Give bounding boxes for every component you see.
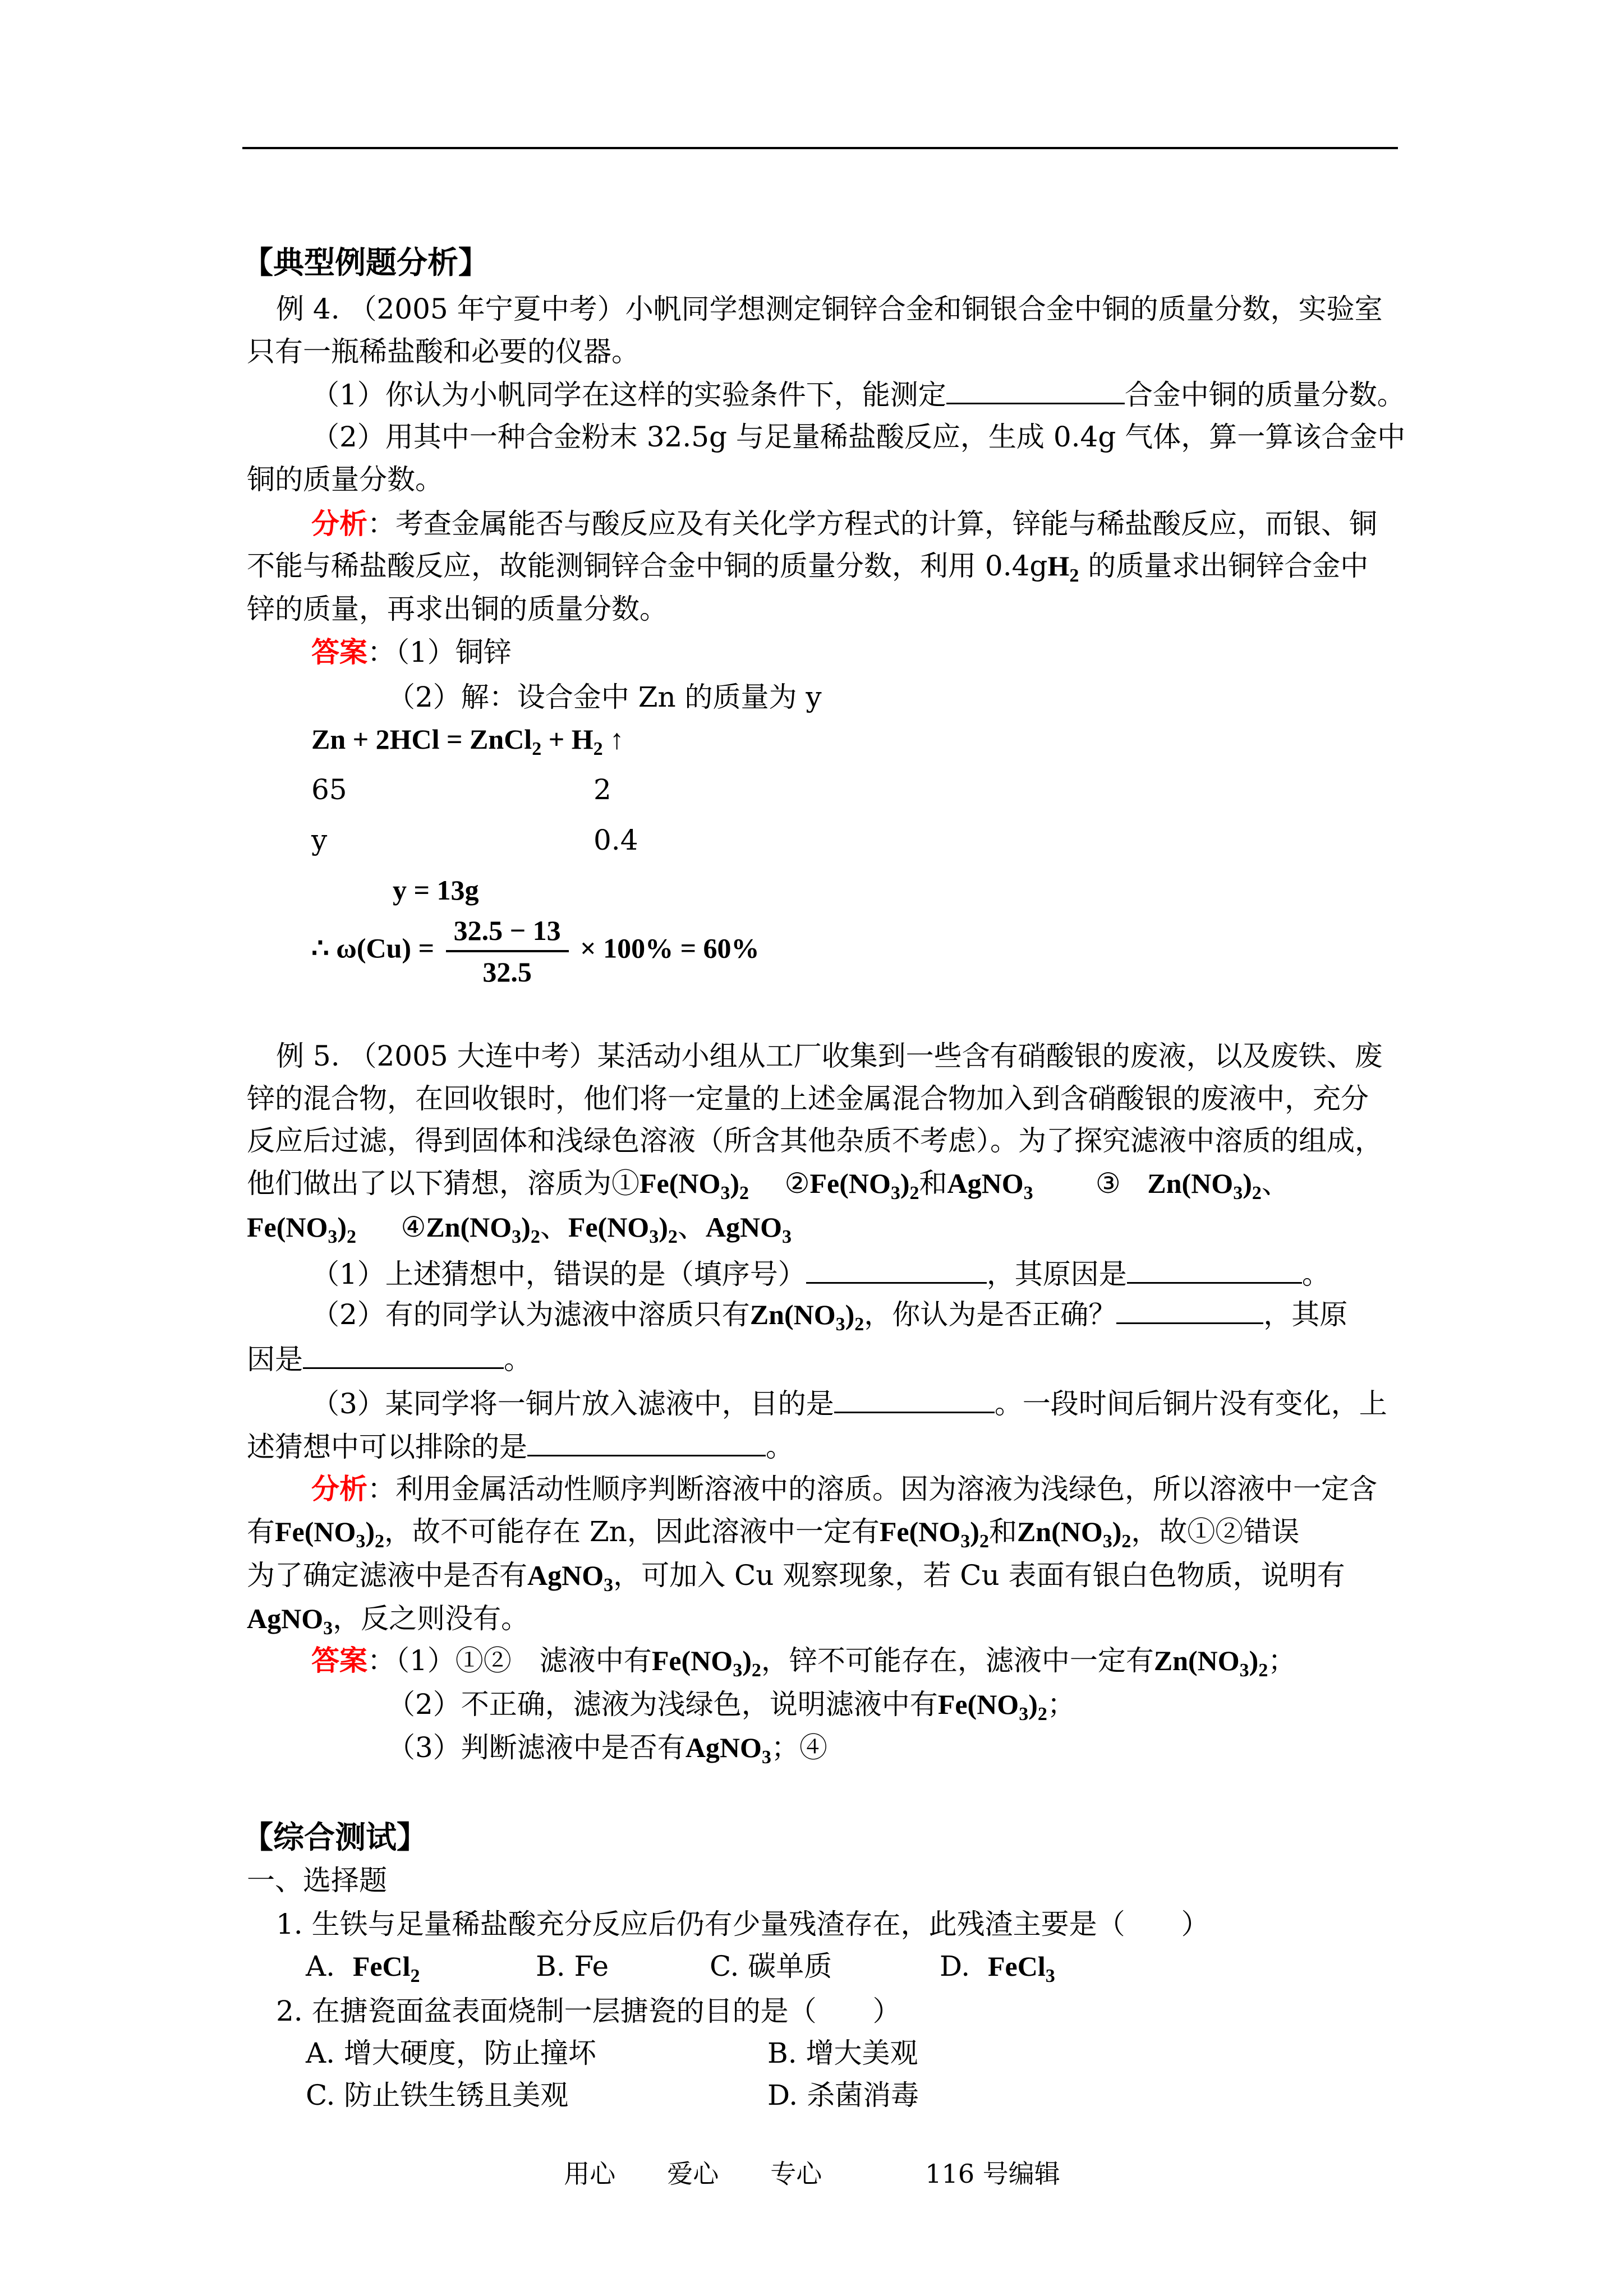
ex4-analysis-text-2d: 的质量求出铜锌合金中 — [1079, 550, 1369, 582]
ex5-analysis-text-1: ：利用金属活动性顺序判断溶液中的溶质。因为溶液为浅绿色，所以溶液中一定含 — [367, 1473, 1377, 1505]
ex5-line-1: 例 5. （2005 大连中考）某活动小组从工厂收集到一些含有硝酸银的废液，以及废铁、废 — [276, 1040, 1383, 1072]
and-text: 和 — [919, 1167, 947, 1200]
q2-option-a[interactable]: A. 增大硬度，防止撞坏 — [306, 2037, 596, 2069]
fe-nitrate-formula: $Fe(NO_3)_2$ — [937, 1689, 1047, 1725]
agno3-formula: AgNO$_3$ — [947, 1168, 1033, 1204]
ratio-row-2-left: y — [311, 824, 328, 856]
fe-nitrate-formula: $Fe(NO_3)_2$ — [651, 1645, 761, 1681]
fecl2-formula: FeCl$_2$ — [352, 1951, 420, 1986]
guess-4-zn-formula: $Zn(NO_3)_2$ — [426, 1211, 540, 1247]
q2-option-b[interactable]: B. 增大美观 — [767, 2037, 918, 2069]
omega-lhs: ∴ ω(Cu) = — [311, 932, 435, 964]
guess-3-fe-formula: $Fe(NO_3)_2$ — [247, 1211, 357, 1247]
test-question-2: 2. 在搪瓷面盆表面烧制一层搪瓷的目的是（ ） — [276, 1995, 901, 2027]
q1-option-a[interactable] — [306, 1949, 420, 1994]
ex5-analysis-line-4 — [247, 1601, 529, 1646]
choice-heading: 一、选择题 — [247, 1864, 387, 1897]
ex5-an-4: ，反之则没有。 — [333, 1602, 530, 1635]
q2-option-c[interactable]: C. 防止铁生锈且美观 — [306, 2079, 569, 2111]
reaction-equation — [311, 722, 624, 767]
ex5-ans-1a: ：（1）①② 滤液中有 — [367, 1644, 652, 1677]
ex5-answer-line-2 — [387, 1687, 1075, 1732]
omega-rhs: × 100% = 60% — [580, 932, 760, 964]
fecl3-formula: FeCl$_3$ — [988, 1951, 1055, 1986]
ex4-intro-1: 例 4. （2005 年宁夏中考）小帆同学想测定铜锌合金和铜银合金中铜的质量分数，实验室 — [276, 293, 1383, 325]
answer-blank[interactable] — [303, 1341, 504, 1369]
ex5-ans-3b: ；④ — [771, 1731, 827, 1764]
answer-blank[interactable] — [527, 1429, 766, 1456]
guess-3-zn-formula: $Zn(NO_3)_2$ — [1147, 1168, 1262, 1204]
ex4-analysis-line-1 — [311, 506, 1377, 541]
ex4-analysis-text-2a: 不能与稀盐酸反应，故能测铜锌合金中铜的质量分数，利用 0.4g — [247, 550, 1048, 582]
ex5-ans-1c: ； — [1268, 1644, 1296, 1677]
ex5-q2-text-b: ，你认为是否正确？ — [864, 1298, 1117, 1331]
agno3-formula: AgNO$_3$ — [685, 1732, 771, 1768]
ex5-answer-line-1 — [311, 1643, 1296, 1688]
answer-label: 答案 — [311, 1644, 367, 1677]
ex4-q1-text-b: 合金中铜的质量分数。 — [1124, 379, 1405, 411]
fraction — [446, 914, 569, 988]
ex4-q1-text-a: （1）你认为小帆同学在这样的实验条件下，能测定 — [311, 379, 946, 411]
ex5-ans-3a: （3）判断滤液中是否有 — [387, 1731, 686, 1764]
ex5-line-2: 锌的混合物，在回收银时，他们将一定量的上述金属混合物加入到含硝酸银的废液中，充分 — [247, 1082, 1369, 1115]
ex4-analysis-line-3: 锌的质量，再求出铜的质量分数。 — [247, 593, 668, 625]
ratio-row-1-left: 65 — [311, 773, 347, 806]
zn-nitrate-formula: $Zn(NO_3)_2$ — [749, 1299, 864, 1335]
ex4-question-2-line-1: （2）用其中一种合金粉末 32.5g 与足量稀盐酸反应，生成 0.4g 气体，算一算该合金中 — [311, 421, 1406, 453]
ex5-analysis-line-1 — [311, 1472, 1377, 1506]
ex5-q3-text-b: 。一段时间后铜片没有变化，上 — [994, 1387, 1387, 1420]
separator: 、 — [1261, 1167, 1290, 1200]
ex4-answer-line-1 — [311, 635, 512, 670]
ex5-an-2d: ，故①②错误 — [1131, 1515, 1300, 1548]
ex5-line-4-guesses — [247, 1166, 1290, 1211]
answer-blank[interactable] — [1127, 1256, 1302, 1284]
ex5-ans-1b: ，锌不可能存在，滤液中一定有 — [761, 1644, 1154, 1677]
guess-1-formula: $Fe(NO_3)_2$ — [640, 1168, 749, 1204]
h2-formula: H — [1047, 550, 1070, 582]
ex5-an-3a: 为了确定滤液中是否有 — [247, 1559, 527, 1592]
guess-3-marker: ③ — [1095, 1167, 1121, 1200]
q1-option-d[interactable] — [940, 1949, 1055, 1994]
eq-subscript-2: 2 — [593, 739, 603, 759]
ex5-q3-text-a: （3）某同学将一铜片放入滤液中，目的是 — [311, 1387, 834, 1420]
ex5-q1-text-c: 。 — [1301, 1258, 1330, 1290]
answer-blank[interactable] — [806, 1256, 987, 1284]
agno3-formula: AgNO$_3$ — [527, 1560, 614, 1596]
analysis-label: 分析 — [311, 1472, 367, 1505]
separator: 、 — [677, 1211, 706, 1243]
guess-4-marker: ④ — [401, 1211, 426, 1243]
option-label: A. — [306, 1950, 335, 1983]
ex5-question-3 — [311, 1386, 1387, 1421]
ex4-question-2-line-2: 铜的质量分数。 — [247, 463, 443, 496]
result-y: y = 13g — [393, 874, 479, 906]
eq-part-b: + H — [541, 723, 594, 755]
eq-part-a: Zn + 2HCl = ZnCl — [311, 723, 532, 755]
ratio-row-2-right: 0.4 — [594, 824, 638, 856]
guess-4-ag-formula: AgNO$_3$ — [705, 1211, 792, 1247]
ex5-question-1 — [311, 1256, 1330, 1292]
separator: 、 — [540, 1211, 568, 1243]
examples-heading: 【典型例题分析】 — [242, 244, 490, 280]
q2-option-d[interactable]: D. 杀菌消毒 — [767, 2079, 919, 2111]
header-rule — [242, 147, 1398, 149]
ex5-q1-text-b: ，其原因是 — [986, 1258, 1127, 1290]
test-heading: 【综合测试】 — [242, 1819, 428, 1855]
ex5-q2-l2-text-b: 。 — [504, 1343, 532, 1376]
test-question-1: 1. 生铁与足量稀盐酸充分反应后仍有少量残渣存在，此残渣主要是（ ） — [276, 1908, 1209, 1940]
ex5-an-2a: 有 — [247, 1515, 275, 1548]
answer-blank[interactable] — [1116, 1297, 1263, 1324]
ex5-q3-l2-text-b: 。 — [766, 1431, 794, 1463]
ex5-question-2 — [311, 1297, 1347, 1342]
fraction-numerator: 32.5 − 13 — [446, 914, 569, 952]
agno3-formula: AgNO$_3$ — [247, 1603, 333, 1639]
page-footer: 用心 爱心 专心 116 号编辑 — [564, 2159, 1060, 2189]
fe-nitrate-formula: $Fe(NO_3)_2$ — [879, 1516, 989, 1552]
ex5-an-2b: ，故不可能存在 Zn，因此溶液中一定有 — [384, 1515, 880, 1548]
answer-blank[interactable] — [834, 1386, 995, 1413]
ex4-question-1 — [311, 377, 1405, 412]
guess-2-marker: ② — [784, 1167, 810, 1200]
ex4-answer-line-2: （2）解：设合金中 Zn 的质量为 y — [387, 681, 822, 713]
ex5-q2-text-c: ，其原 — [1263, 1298, 1348, 1331]
guess-4-fe-formula: $Fe(NO_3)_2$ — [568, 1211, 678, 1247]
eq-subscript: 2 — [532, 739, 542, 759]
h2-subscript: 2 — [1069, 565, 1079, 586]
fraction-denominator: 32.5 — [482, 956, 532, 988]
zn-nitrate-formula: $Zn(NO_3)_2$ — [1153, 1645, 1268, 1681]
fe-nitrate-formula: $Fe(NO_3)_2$ — [275, 1516, 385, 1552]
ex5-question-3-line-2 — [247, 1429, 794, 1464]
ex5-answer-line-3 — [387, 1730, 827, 1775]
ex5-question-2-line-2 — [247, 1341, 532, 1377]
copper-fraction-formula — [311, 914, 760, 988]
ex5-ans-2b: ； — [1047, 1688, 1075, 1721]
ex5-analysis-line-2 — [247, 1514, 1299, 1559]
answer-label: 答案 — [311, 635, 367, 668]
ex5-line-3: 反应后过滤，得到固体和浅绿色溶液（所含其他杂质不考虑）。为了探究滤液中溶质的组成， — [247, 1124, 1383, 1157]
q1-option-b[interactable]: B. Fe — [536, 1950, 609, 1983]
guess-intro: 他们做出了以下猜想，溶质为① — [247, 1167, 640, 1200]
gas-arrow-icon: ↑ — [602, 723, 624, 755]
ex5-q2-text-a: （2）有的同学认为滤液中溶质只有 — [311, 1298, 750, 1331]
option-label: D. — [940, 1950, 970, 1983]
ex5-line-5-guesses — [247, 1210, 792, 1255]
ex4-analysis-text-1: ：考查金属能否与酸反应及有关化学方程式的计算，锌能与稀盐酸反应，而银、铜 — [367, 508, 1377, 540]
ex5-q2-l2-text-a: 因是 — [247, 1343, 303, 1376]
ex4-analysis-line-2 — [247, 548, 1368, 593]
ex5-an-2c: 和 — [988, 1515, 1017, 1548]
ex5-an-3b: ，可加入 Cu 观察现象，若 Cu 表面有银白色物质，说明有 — [613, 1559, 1345, 1592]
ex5-q3-l2-text-a: 述猜想中可以排除的是 — [247, 1431, 527, 1463]
answer-blank[interactable] — [946, 377, 1125, 404]
ex4-answer-text-1: ：（1）铜锌 — [367, 636, 512, 668]
analysis-label: 分析 — [311, 507, 367, 540]
zn-nitrate-formula: $Zn(NO_3)_2$ — [1016, 1516, 1131, 1552]
ex4-intro-2: 只有一瓶稀盐酸和必要的仪器。 — [247, 335, 640, 368]
ex5-ans-2a: （2）不正确，滤液为浅绿色，说明滤液中有 — [387, 1688, 938, 1721]
ex5-analysis-line-3 — [247, 1558, 1345, 1603]
q1-option-c[interactable]: C. 碳单质 — [710, 1950, 832, 1983]
ex5-q1-text-a: （1）上述猜想中，错误的是（填序号） — [311, 1258, 806, 1290]
ratio-row-1-right: 2 — [594, 773, 611, 806]
guess-2-formula: $Fe(NO_3)_2$ — [809, 1168, 919, 1204]
